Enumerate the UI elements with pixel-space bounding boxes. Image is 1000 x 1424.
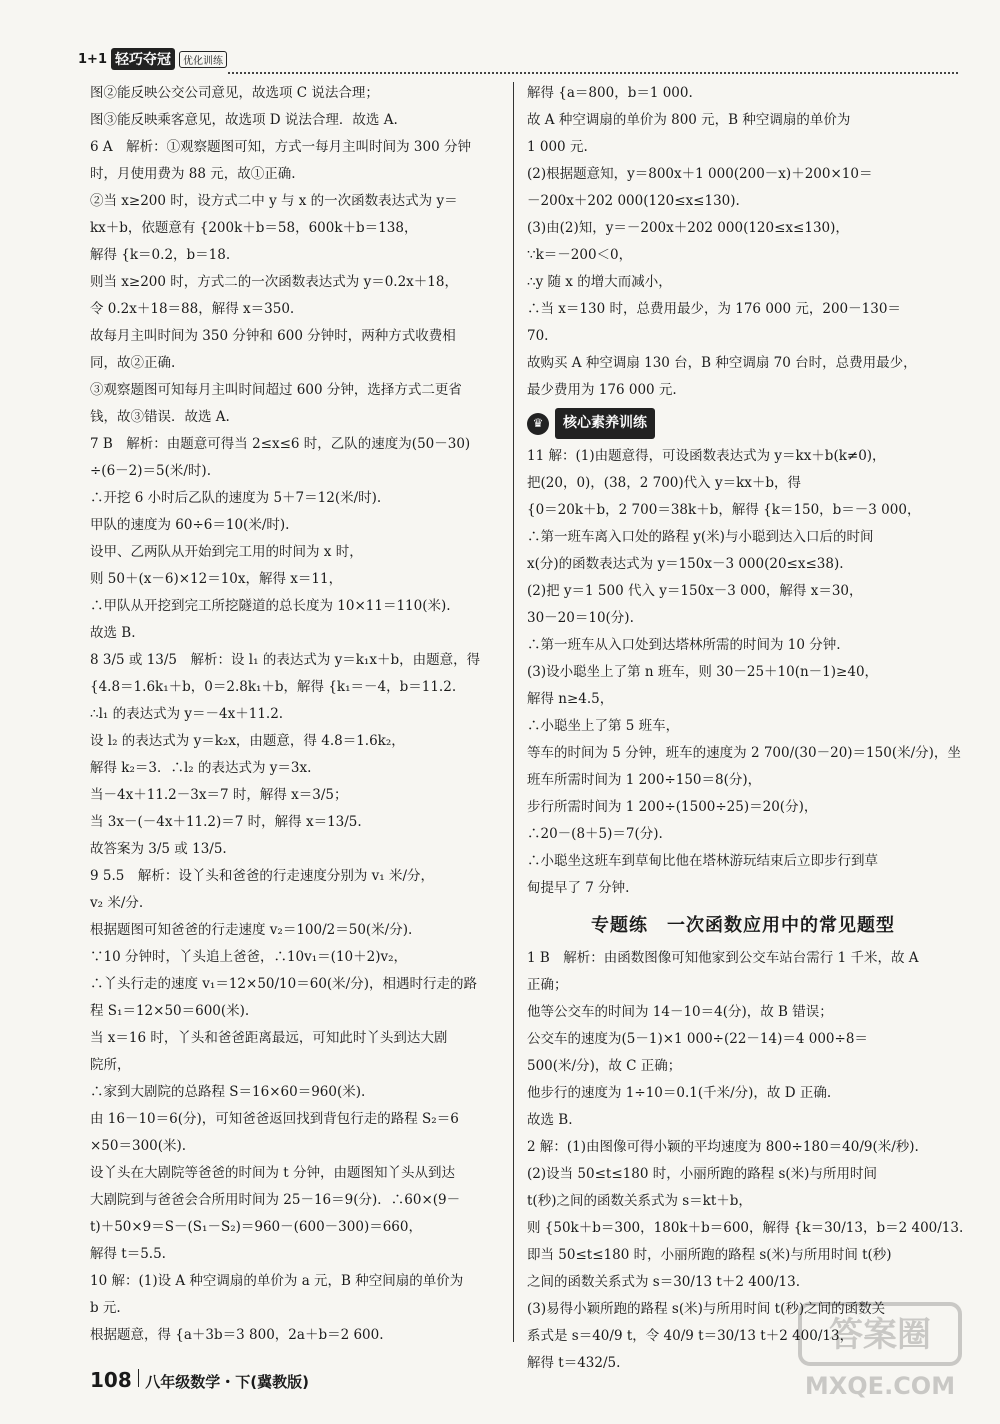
answer-line: 把(20，0)，(38，2 700)代入 y＝kx＋b，得 — [527, 475, 802, 491]
answer-line: {0＝20k＋b，2 700＝38k＋b，解得 {k＝150，b＝－3 000， — [527, 502, 921, 518]
answer-line: 70. — [527, 328, 549, 344]
answer-line: 解得 {k＝0.2，b＝18. — [90, 247, 231, 263]
answer-line: 他等公交车的时间为 14－10＝4(分)，故 B 错误； — [527, 1004, 833, 1020]
answer-line: ÷(6－2)＝5(米/时). — [90, 463, 211, 479]
answer-line: 最少费用为 176 000 元. — [527, 382, 677, 398]
answer-line: 解得 t＝5.5. — [90, 1246, 166, 1262]
page-header — [78, 44, 958, 76]
answer-line: ∵10 分钟时，丫头追上爸爸，∴10v₁＝(10＋2)v₂， — [90, 949, 408, 965]
answer-line: 8 3/5 或 13/5 解析：设 l₁ 的表达式为 y＝k₁x＋b，由题意，得 — [90, 652, 481, 668]
left-column — [90, 80, 500, 1349]
watermark-logo-icon — [790, 1294, 970, 1404]
answer-line: t)＋50×9＝S－(S₁－S₂)＝960－(600－300)＝660， — [90, 1219, 422, 1235]
book-title: 八年级数学・下(冀教版) — [145, 1373, 309, 1391]
answer-line: 故 A 种空调扇的单价为 800 元，B 种空调扇的单价为 — [527, 112, 851, 128]
answer-line: ∴第一班车从入口处到达塔林所需的时间为 10 分钟. — [527, 637, 841, 653]
answer-line: 9 5.5 解析：设丫头和爸爸的行走速度分别为 v₁ 米/分， — [90, 868, 435, 884]
answer-line: 解得 n≥4.5， — [527, 691, 614, 707]
answer-line: 11 解：(1)由题意得，可设函数表达式为 y＝kx＋b(k≠0)， — [527, 448, 886, 464]
header-divider — [228, 72, 958, 74]
answer-line: x(分)的函数表达式为 y＝150x－3 000(20≤x≤38). — [527, 556, 844, 572]
answer-line: ③观察题图可知每月主叫时间超过 600 分钟，选择方式二更省 — [90, 382, 462, 398]
svg-text:MXQE.COM: MXQE.COM — [804, 1372, 956, 1400]
page-number: 108 — [90, 1368, 132, 1392]
answer-line: 故购买 A 种空调扇 130 台，B 种空调扇 70 台时，总费用最少， — [527, 355, 917, 371]
answer-line: 程 S₁＝12×50＝600(米). — [90, 1003, 250, 1019]
page-footer — [90, 1368, 309, 1392]
answer-line: 则当 x≥200 时，方式二的一次函数表达式为 y＝0.2x＋18， — [90, 274, 458, 290]
section-header — [527, 408, 655, 439]
answer-line: 6 A 解析：①观察题图可知，方式一每月主叫时间为 300 分钟 — [90, 139, 471, 155]
answer-line: (3)由(2)知，y＝－200x＋202 000(120≤x≤130)， — [527, 220, 849, 236]
answer-line: 7 B 解析：由题意可得当 2≤x≤6 时，乙队的速度为(50－30) — [90, 436, 471, 452]
logo-mark: 1+1 — [78, 51, 107, 67]
right-column — [527, 80, 964, 1377]
answer-line: 同，故②正确. — [90, 355, 176, 371]
answer-line: ∴小聪坐这班车到草甸比他在塔林游玩结束后立即步行到草 — [527, 853, 878, 869]
answer-line: 当 x＝16 时，丫头和爸爸距离最远，可知此时丫头到达大剧 — [90, 1030, 448, 1046]
answer-line: (2)根据题意知，y＝800x＋1 000(200－x)＋200×10＝ — [527, 166, 873, 182]
answer-line: 故选 B. — [90, 625, 136, 641]
answer-line: 他步行的速度为 1÷10＝0.1(千米/分)，故 D 正确. — [527, 1085, 832, 1101]
answer-line: (3)设小聪坐上了第 n 班车，则 30－25＋10(n－1)≥40， — [527, 664, 879, 680]
logo-title: 轻巧夺冠 — [111, 48, 175, 70]
answer-line: ∴当 x＝130 时，总费用最少，为 176 000 元，200－130＝ — [527, 301, 901, 317]
answer-line: 根据题图可知爸爸的行走速度 v₂＝100/2＝50(米/分). — [90, 922, 413, 938]
answer-line: 故每月主叫时间为 350 分钟和 600 分钟时，两种方式收费相 — [90, 328, 456, 344]
section-title: 核心素养训练 — [555, 408, 655, 439]
answer-line: 故答案为 3/5 或 13/5. — [90, 841, 227, 857]
answer-line: (2)设当 50≤t≤180 时，小丽所跑的路程 s(米)与所用时间 — [527, 1166, 877, 1182]
answer-line: 等车的时间为 5 分钟，班车的速度为 2 700/(30－20)＝150(米/分)，坐 — [527, 745, 961, 761]
answer-line: 解得 k₂＝3．∴l₂ 的表达式为 y＝3x. — [90, 760, 312, 776]
answer-line: 之间的函数关系式为 s＝30/13 t＋2 400/13. — [527, 1274, 801, 1290]
column-divider — [513, 82, 514, 1342]
answer-line: 30－20＝10(分). — [527, 610, 634, 626]
answer-line: 500(米/分)，故 C 正确； — [527, 1058, 682, 1074]
answer-line: 班车所需时间为 1 200÷150＝8(分)， — [527, 772, 762, 788]
answer-line: 甲队的速度为 60÷6＝10(米/时). — [90, 517, 290, 533]
answer-line: 公交车的速度为(5－1)×1 000÷(22－14)＝4 000÷8＝ — [527, 1031, 868, 1047]
answer-line: 令 0.2x＋18＝88，解得 x＝350. — [90, 301, 295, 317]
answer-line: kx＋b，依题意有 {200k＋b＝58，600k＋b＝138， — [90, 220, 418, 236]
answer-line: (2)把 y＝1 500 代入 y＝150x－3 000，解得 x＝30， — [527, 583, 863, 599]
answer-line: 设丫头在大剧院等爸爸的时间为 t 分钟，由题图知丫头从到达 — [90, 1165, 456, 1181]
answer-line: ∴甲队从开挖到完工所挖隧道的总长度为 10×11＝110(米). — [90, 598, 451, 614]
answer-line: {4.8＝1.6k₁＋b，0＝2.8k₁＋b，解得 {k₁＝－4，b＝11.2. — [90, 679, 457, 695]
answer-line: 1 000 元. — [527, 139, 588, 155]
answer-line: ∴20－(8＋5)＝7(分). — [527, 826, 663, 842]
answer-line: 2 解：(1)由图像可得小颖的平均速度为 800÷180＝40/9(米/秒). — [527, 1139, 919, 1155]
answer-line: ∴l₁ 的表达式为 y＝－4x＋11.2. — [90, 706, 284, 722]
answer-line: 根据题意，得 {a＋3b＝3 800，2a＋b＝2 600. — [90, 1327, 384, 1343]
answer-line: ∵k＝－200＜0， — [527, 247, 633, 263]
answer-line: 当－4x＋11.2－3x＝7 时，解得 x＝3/5； — [90, 787, 348, 803]
answer-line: ∴开挖 6 小时后乙队的速度为 5＋7＝12(米/时). — [90, 490, 382, 506]
answer-line: 则 50＋(x－6)×12＝10x，解得 x＝11， — [90, 571, 343, 587]
answer-line: 系式是 s＝40/9 t，令 40/9 t＝30/13 t＋2 400/13， — [527, 1328, 854, 1344]
answer-line: 图②能反映公交公司意见，故选项 C 说法合理； — [90, 85, 379, 101]
answer-line: 设 l₂ 的表达式为 y＝k₂x，由题意，得 4.8＝1.6k₂， — [90, 733, 405, 749]
answer-line: 解得 t＝432/5. — [527, 1355, 621, 1371]
answer-line: 解得 {a＝800，b＝1 000. — [527, 85, 693, 101]
answer-line: ∴第一班车离入口处的路程 y(米)与小聪到达入口后的时间 — [527, 529, 874, 545]
core-training-answers — [527, 443, 959, 902]
answer-line: －200x＋202 000(120≤x≤130). — [527, 193, 740, 209]
answer-line: ∴家到大剧院的总路程 S＝16×60＝960(米). — [90, 1084, 366, 1100]
answer-line: 甸提早了 7 分钟. — [527, 880, 630, 896]
answer-line: ×50＝300(米). — [90, 1138, 187, 1154]
answer-line: ∴小聪坐上了第 5 班车， — [527, 718, 680, 734]
answer-line: 10 解：(1)设 A 种空调扇的单价为 a 元，B 种空间扇的单价为 — [90, 1273, 464, 1289]
answer-line: 大剧院到与爸爸会合所用时间为 25－16＝9(分)．∴60×(9－ — [90, 1192, 461, 1208]
answer-line: 当 3x－(－4x＋11.2)＝7 时，解得 x＝13/5. — [90, 814, 362, 830]
logo-subtitle: 优化训练 — [179, 51, 227, 68]
answer-line: 由 16－10＝6(分)，可知爸爸返回找到背包行走的路程 S₂＝6 — [90, 1111, 459, 1127]
footer-separator — [138, 1369, 140, 1387]
answer-line: 则 {50k＋b＝300，180k＋b＝600，解得 {k＝30/13，b＝2 400/13. — [527, 1220, 964, 1236]
answer-line: ∴y 随 x 的增大而减小， — [527, 274, 672, 290]
answer-line: b 元. — [90, 1300, 121, 1316]
answer-line: 院所， — [90, 1057, 131, 1073]
answer-line: (3)易得小颖所跑的路程 s(米)与所用时间 t(秒)之间的函数关 — [527, 1301, 886, 1317]
answer-10-continued — [527, 80, 959, 404]
svg-text:答案圈: 答案圈 — [829, 1315, 931, 1355]
answer-line: 1 B 解析：由函数图像可知他家到公交车站台需行 1 千米，故 A — [527, 950, 919, 966]
answer-line: 时，月使用费为 88 元，故①正确. — [90, 166, 296, 182]
answer-line: 步行所需时间为 1 200÷(1500÷25)＝20(分)， — [527, 799, 818, 815]
answer-line: 图③能反映乘客意见，故选项 D 说法合理．故选 A. — [90, 112, 398, 128]
answer-line: 正确； — [527, 977, 568, 993]
crown-icon: ♛ — [527, 413, 549, 435]
answer-line: ∴丫头行走的速度 v₁＝12×50/10＝60(米/分)，相遇时行走的路 — [90, 976, 477, 992]
brand-logo — [78, 48, 227, 70]
answer-line: 钱，故③错误．故选 A. — [90, 409, 230, 425]
answer-line: 设甲、乙两队从开始到完工用的时间为 x 时， — [90, 544, 363, 560]
topic-title: 专题练 一次函数应用中的常见题型 — [591, 915, 895, 936]
answer-line: v₂ 米/分. — [90, 895, 144, 911]
answer-line: 即当 50≤t≤180 时，小丽所跑的路程 s(米)与所用时间 t(秒) — [527, 1247, 892, 1263]
answer-line: ②当 x≥200 时，设方式二中 y 与 x 的一次函数表达式为 y＝ — [90, 193, 458, 209]
answer-line: t(秒)之间的函数关系式为 s＝kt＋b， — [527, 1193, 752, 1209]
answer-line: 故选 B. — [527, 1112, 573, 1128]
